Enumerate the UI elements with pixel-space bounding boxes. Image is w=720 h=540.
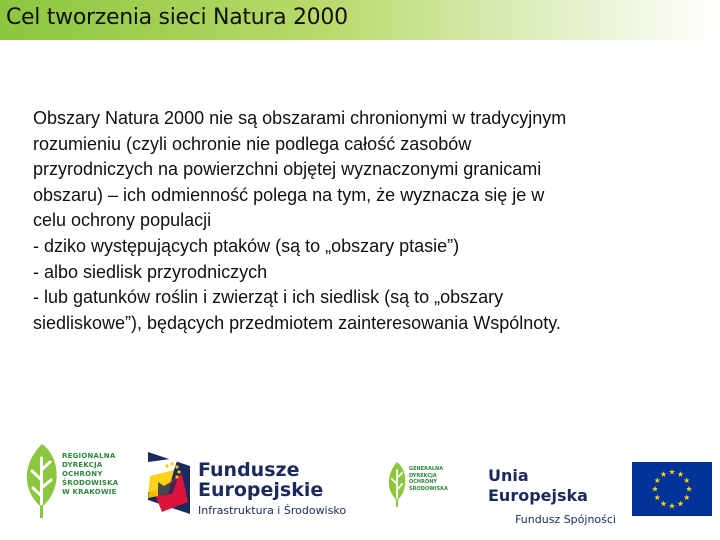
fe-line3: Infrastruktura i Środowisko bbox=[198, 504, 347, 517]
body-line: siedliskowe”), będących przedmiotem zainteresowania Wspólnoty. bbox=[33, 312, 561, 333]
slide-body bbox=[33, 106, 681, 336]
body-line: rozumieniu (czyli ochronie nie podlega całość zasobów bbox=[33, 133, 472, 154]
gdos-line: DYREKCJA bbox=[409, 472, 437, 479]
body-line: - albo siedlisk przyrodniczych bbox=[33, 261, 268, 282]
rdos-line: OCHRONY bbox=[62, 470, 103, 478]
rdos-line: REGIONALNA bbox=[62, 452, 116, 460]
fundusze-europejskie-logo-text bbox=[198, 460, 346, 519]
eu-flag-icon bbox=[632, 462, 712, 516]
title-bar bbox=[0, 0, 720, 40]
ue-subtitle: Fundusz Spójności bbox=[515, 513, 616, 526]
gdos-name bbox=[409, 466, 459, 492]
slide-title: Cel tworzenia sieci Natura 2000 bbox=[6, 5, 348, 30]
body-line: przyrodniczych na powierzchni objętej wyznaczonymi granicami bbox=[33, 159, 542, 180]
rdos-line: W KRAKOWIE bbox=[62, 488, 117, 496]
fe-line2: Europejskie bbox=[198, 479, 324, 501]
rdos-name bbox=[62, 452, 122, 497]
body-line: celu ochrony populacji bbox=[33, 210, 212, 231]
rdos-line: DYREKCJA bbox=[62, 461, 103, 469]
eu-funds-flag-icon bbox=[148, 452, 190, 514]
leaf-icon bbox=[386, 460, 408, 508]
body-line: obszaru) – ich odmienność polega na tym, że wyznacza się je w bbox=[33, 184, 545, 205]
ue-title: Unia Europejska bbox=[488, 466, 588, 505]
gdos-line: OCHRONY bbox=[409, 479, 438, 485]
unia-europejska-logo-text bbox=[488, 466, 616, 528]
footer-logos bbox=[0, 430, 720, 540]
body-line: - dziko występujących ptaków (są to „obszary ptasie”) bbox=[33, 235, 460, 256]
body-line: Obszary Natura 2000 nie są obszarami chronionymi w tradycyjnym bbox=[33, 108, 567, 128]
rdos-line: ŚRODOWISKA bbox=[62, 479, 119, 487]
leaf-icon bbox=[22, 440, 62, 520]
gdos-line: GENERALNA bbox=[409, 466, 444, 472]
fe-line1: Fundusze bbox=[198, 459, 300, 481]
body-line: - lub gatunków roślin i zwierząt i ich siedlisk (są to „obszary bbox=[33, 287, 504, 308]
gdos-line: ŚRODOWISKA bbox=[409, 485, 448, 492]
